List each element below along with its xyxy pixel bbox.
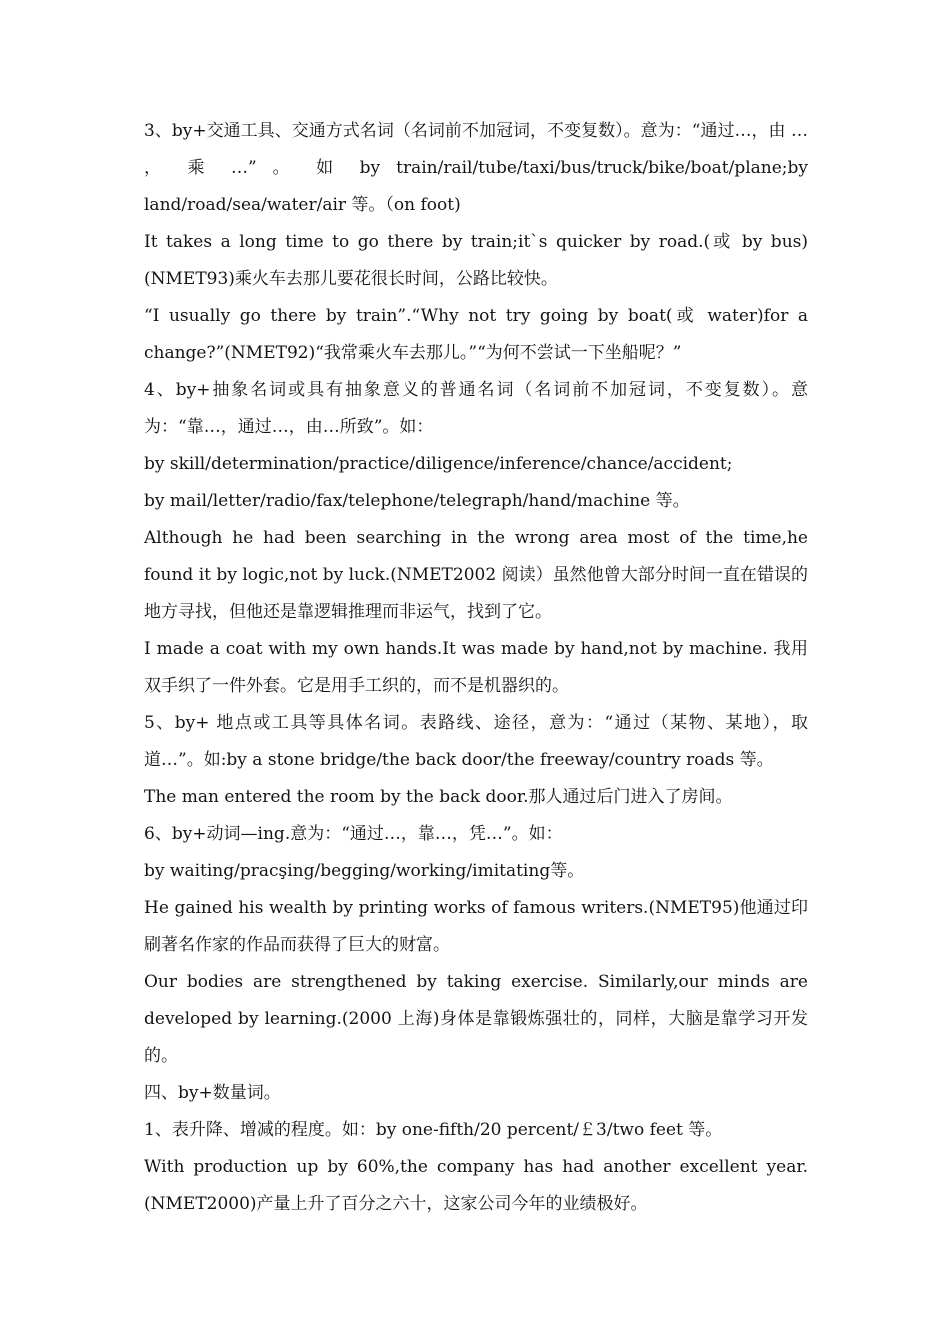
paragraph-example-boat: “I usually go there by train”.“Why not try going by boat(或 water)for a change?”(NMET92)“我常乘火车去那儿。”“为何不尝试一下坐船呢？” bbox=[144, 306, 808, 363]
paragraph-list-waiting: by waiting/pracşing/begging/working/imitating等。 bbox=[144, 861, 585, 881]
paragraph-list-skill: by skill/determination/practice/diligence/inference/chance/accident; bbox=[144, 454, 733, 474]
paragraph-by-gerund: 6、by+动词—ing.意为：“通过…，靠…，凭…”。如： bbox=[144, 824, 563, 844]
paragraph-degree: 1、表升降、增减的程度。如：by one-fifth/20 percent/￡3/two feet 等。 bbox=[144, 1120, 723, 1140]
paragraph-by-place: 5、by+ 地点或工具等具体名词。表路线、途径，意为：“通过（某物、某地），取道…”。如:by a stone bridge/the back door/the freeway/country roads 等。 bbox=[144, 713, 808, 770]
paragraph-example-wealth: He gained his wealth by printing works of famous writers.(NMET95)他通过印刷著名作家的作品而获得了巨大的财富。 bbox=[144, 898, 808, 955]
section-heading-by-quantity: 四、by+数量词。 bbox=[144, 1083, 281, 1103]
paragraph-example-production: With production up by 60%,the company has had another excellent year.(NMET2000)产量上升了百分之六十，这家公司今年的业绩极好。 bbox=[144, 1157, 808, 1214]
paragraph-example-logic: Although he had been searching in the wrong area most of the time,he found it by logic,not by luck.(NMET2002 阅读）虽然他曾大部分时间一直在错误的地方寻找，但他还是靠逻辑推理而非运气，找到了它。 bbox=[144, 528, 808, 622]
paragraph-by-transport: 3、by+交通工具、交通方式名词（名词前不加冠词，不变复数）。意为：“通过…，由 … ， 乘 …” 。 如 by train/rail/tube/taxi/bus/truck/bike/boat/plane;by land/road/sea/water/air 等。（on foot) bbox=[144, 121, 808, 215]
paragraph-example-exercise: Our bodies are strengthened by taking exercise. Similarly,our minds are developed by learning.(2000 上海)身体是靠锻炼强壮的，同样，大脑是靠学习开发的。 bbox=[144, 972, 808, 1066]
paragraph-example-train: It takes a long time to go there by train;it`s quicker by road.(或 by bus)(NMET93)乘火车去那儿要花很长时间，公路比较快。 bbox=[144, 232, 808, 289]
document-page bbox=[144, 113, 808, 1223]
paragraph-list-mail: by mail/letter/radio/fax/telephone/telegraph/hand/machine 等。 bbox=[144, 491, 690, 511]
paragraph-example-hand: I made a coat with my own hands.It was made by hand,not by machine. 我用双手织了一件外套。它是用手工织的，而不是机器织的。 bbox=[144, 639, 808, 696]
paragraph-by-abstract-noun: 4、by+抽象名词或具有抽象意义的普通名词（名词前不加冠词，不变复数）。意为：“靠…，通过…，由…所致”。如： bbox=[144, 380, 808, 437]
paragraph-example-back-door: The man entered the room by the back door.那人通过后门进入了房间。 bbox=[144, 787, 733, 807]
